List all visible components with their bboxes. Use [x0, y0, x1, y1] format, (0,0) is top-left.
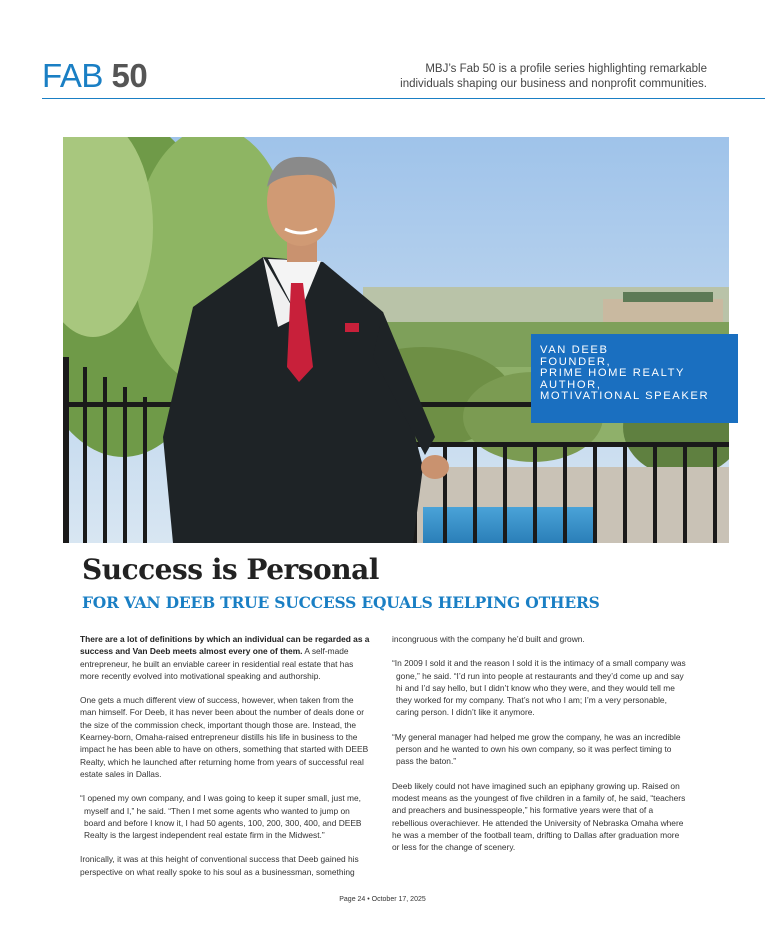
article-subheadline: FOR VAN DEEB TRUE SUCCESS EQUALS HELPING OTHERS: [82, 593, 600, 612]
page-footer: Page 24 • October 17, 2025: [339, 896, 426, 903]
paragraph: “In 2009 I sold it and the reason I sold it is the intimacy of a small company was gone,” he said. “I’d run into people at restaurants and they’d come up and say hi and I’d say hello, but I didn’t know who they were, and they would tell me they worked for my company. That’s not who I am; I’m a very personable, caring person. I didn’t like it anymore.: [392, 658, 686, 718]
paragraph: Ironically, it was at this height of conventional success that Deeb gained his perspective on what really spoke to his soul as a businessman, something: [80, 854, 359, 877]
article-column-left: [80, 633, 370, 890]
caption-role-line1: AUTHOR,: [540, 378, 602, 391]
caption-title-line1: FOUNDER,: [540, 355, 612, 368]
caption-role-line2: MOTIVATIONAL SPEAKER: [540, 390, 710, 402]
fab-word: FAB: [42, 57, 103, 94]
fab-number: 50: [111, 57, 148, 94]
paragraph: “My general manager had helped me grow the company, he was an incredible person and he wanted to own his own company, so it was perfect timing to pass the baton.”: [392, 731, 681, 767]
fab-50-logo: [42, 58, 147, 94]
paragraph: incongruous with the company he’d built and grown.: [392, 634, 585, 644]
article-column-right: [392, 633, 687, 865]
article-headline: Success is Personal: [82, 553, 379, 586]
lead-rest: A self-made entrepreneur, he built an enviable career in residential real estate that has more recently evolved into motivational speaking and authorship.: [80, 646, 354, 681]
header-rule: [42, 98, 765, 99]
lead-text: There are a lot of definitions by which an individual can be regarded as a success and Van Deeb meets almost every one of them.: [80, 634, 370, 657]
caption-box: [531, 334, 738, 423]
paragraph: [80, 633, 370, 682]
paragraph: One gets a much different view of success, however, when taken from the man himself. For Deeb, it has never been about the number of deals done or the size of the commission check, important though those are. Instead, the Kearney-born, Omaha-raised entrepreneur distills his life in business to the impact he has been able to have on others, something that started with DEEB Realty, which he launched after returning home from years of successful real estate sales in Dallas.: [80, 695, 369, 779]
paragraph: “I opened my own company, and I was going to keep it super small, just me, myself and I,” he said. “Then I met some agents who wanted to jump on board and before I know it, I had 50 agents, 100, 200, 300, 400, and DEEB Realty is the largest independent real estate firm in the Midwest.”: [80, 793, 362, 841]
caption-name: VAN DEEB: [540, 344, 609, 356]
series-intro: MBJ’s Fab 50 is a profile series highlighting remarkable individuals shaping our business and nonprofit communities.: [400, 63, 707, 90]
caption-title-line2: PRIME HOME REALTY: [540, 367, 686, 379]
paragraph: Deeb likely could not have imagined such an epiphany growing up. Raised on modest means as the youngest of five children in a family of, he said, “teachers and preachers and businesspeople,” his formative years were that of a rebellious overachiever. He attended the University of Nebraska Omaha where he was a member of the football team, drifting to Dallas after graduation more or less for the change of scenery.: [392, 780, 686, 853]
